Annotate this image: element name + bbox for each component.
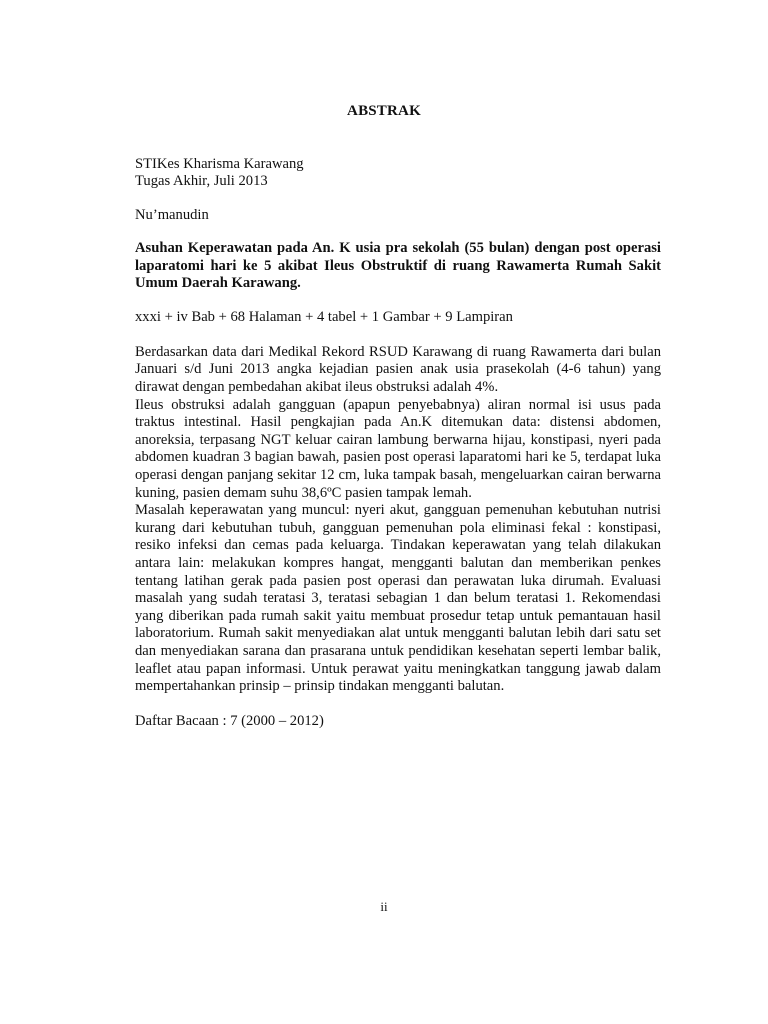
author-name: Nu’manudin <box>135 206 209 223</box>
pagination-summary: xxxi + iv Bab + 68 Halaman + 4 tabel + 1 Gambar + 9 Lampiran <box>135 309 513 326</box>
abstract-paragraph: Masalah keperawatan yang muncul: nyeri akut, gangguan pemenuhan kebutuhan nutrisi kurang dari kebutuhan tubuh, gangguan pemenuhan pola eliminasi fekal : konstipasi, resiko infeksi dan cemas pada keluarga. Tindakan keperawatan yang telah dilakukan antara lain: melakukan kompres hangat, mengganti balutan dan memberikan penkes tentang latihan gerak pada pasien post operasi dan perawatan luka dirumah. Evaluasi masalah yang sudah teratasi 3, teratasi sebagian 1 dan belum teratasi 1. Rekomendasi yang diberikan pada rumah sakit yaitu membuat prosedur tetap untuk pemantauan hasil laboratorium. Rumah sakit menyediakan alat untuk mengganti balutan lebih dari satu set dan menyediakan sarana dan prasarana untuk pendidikan kesehatan seperti lembar balik, leaflet atau papan informasi. Untuk perawat yaitu meningkatkan tanggung jawab dalam mempertahankan prinsip – prinsip tindakan mengganti balutan. <box>135 502 661 695</box>
submission-info: Tugas Akhir, Juli 2013 <box>135 173 268 190</box>
spacer <box>135 327 661 344</box>
abstract-heading: ABSTRAK <box>347 103 421 119</box>
abstract-paragraph: Berdasarkan data dari Medikal Rekord RSUD Karawang di ruang Rawamerta dari bulan Januari s/d Juni 2013 angka kejadian pasien anak usia prasekolah (4-6 tahun) yang dirawat dengan pembedahan akibat ileus obstruksi adalah 4%. <box>135 343 661 396</box>
institution-name: STIKes Kharisma Karawang <box>135 156 304 172</box>
page-number: ii <box>380 899 388 914</box>
spacer <box>135 696 661 713</box>
abstract-paragraph: Ileus obstruksi adalah gangguan (apapun penyebabnya) aliran normal isi usus pada traktus intestinal. Hasil pengkajian pada An.K ditemukan data: distensi abdomen, anoreksia, terpasang NGT keluar cairan lambung berwarna hijau, konstipasi, nyeri pada abdomen kuadran 3 bagian bawah, pasien post operasi laparatomi hari ke 5, terdapat luka operasi dengan panjang sekitar 12 cm, luka tampak basah, mengeluarkan cairan berwarna kuning, pasien demam suhu 38,6ºC pasien tampak lemah. <box>135 396 661 501</box>
spacer <box>135 191 661 207</box>
thesis-title: Asuhan Keperawatan pada An. K usia pra sekolah (55 bulan) dengan post operasi laparatomi hari ke 5 akibat Ileus Obstruktif di ruang Rawamerta Rumah Sakit Umum Daerah Karawang. <box>135 240 661 292</box>
spacer <box>135 292 661 309</box>
spacer <box>135 224 661 240</box>
references-count: Daftar Bacaan : 7 (2000 – 2012) <box>135 712 324 729</box>
abstract-body <box>135 156 661 730</box>
